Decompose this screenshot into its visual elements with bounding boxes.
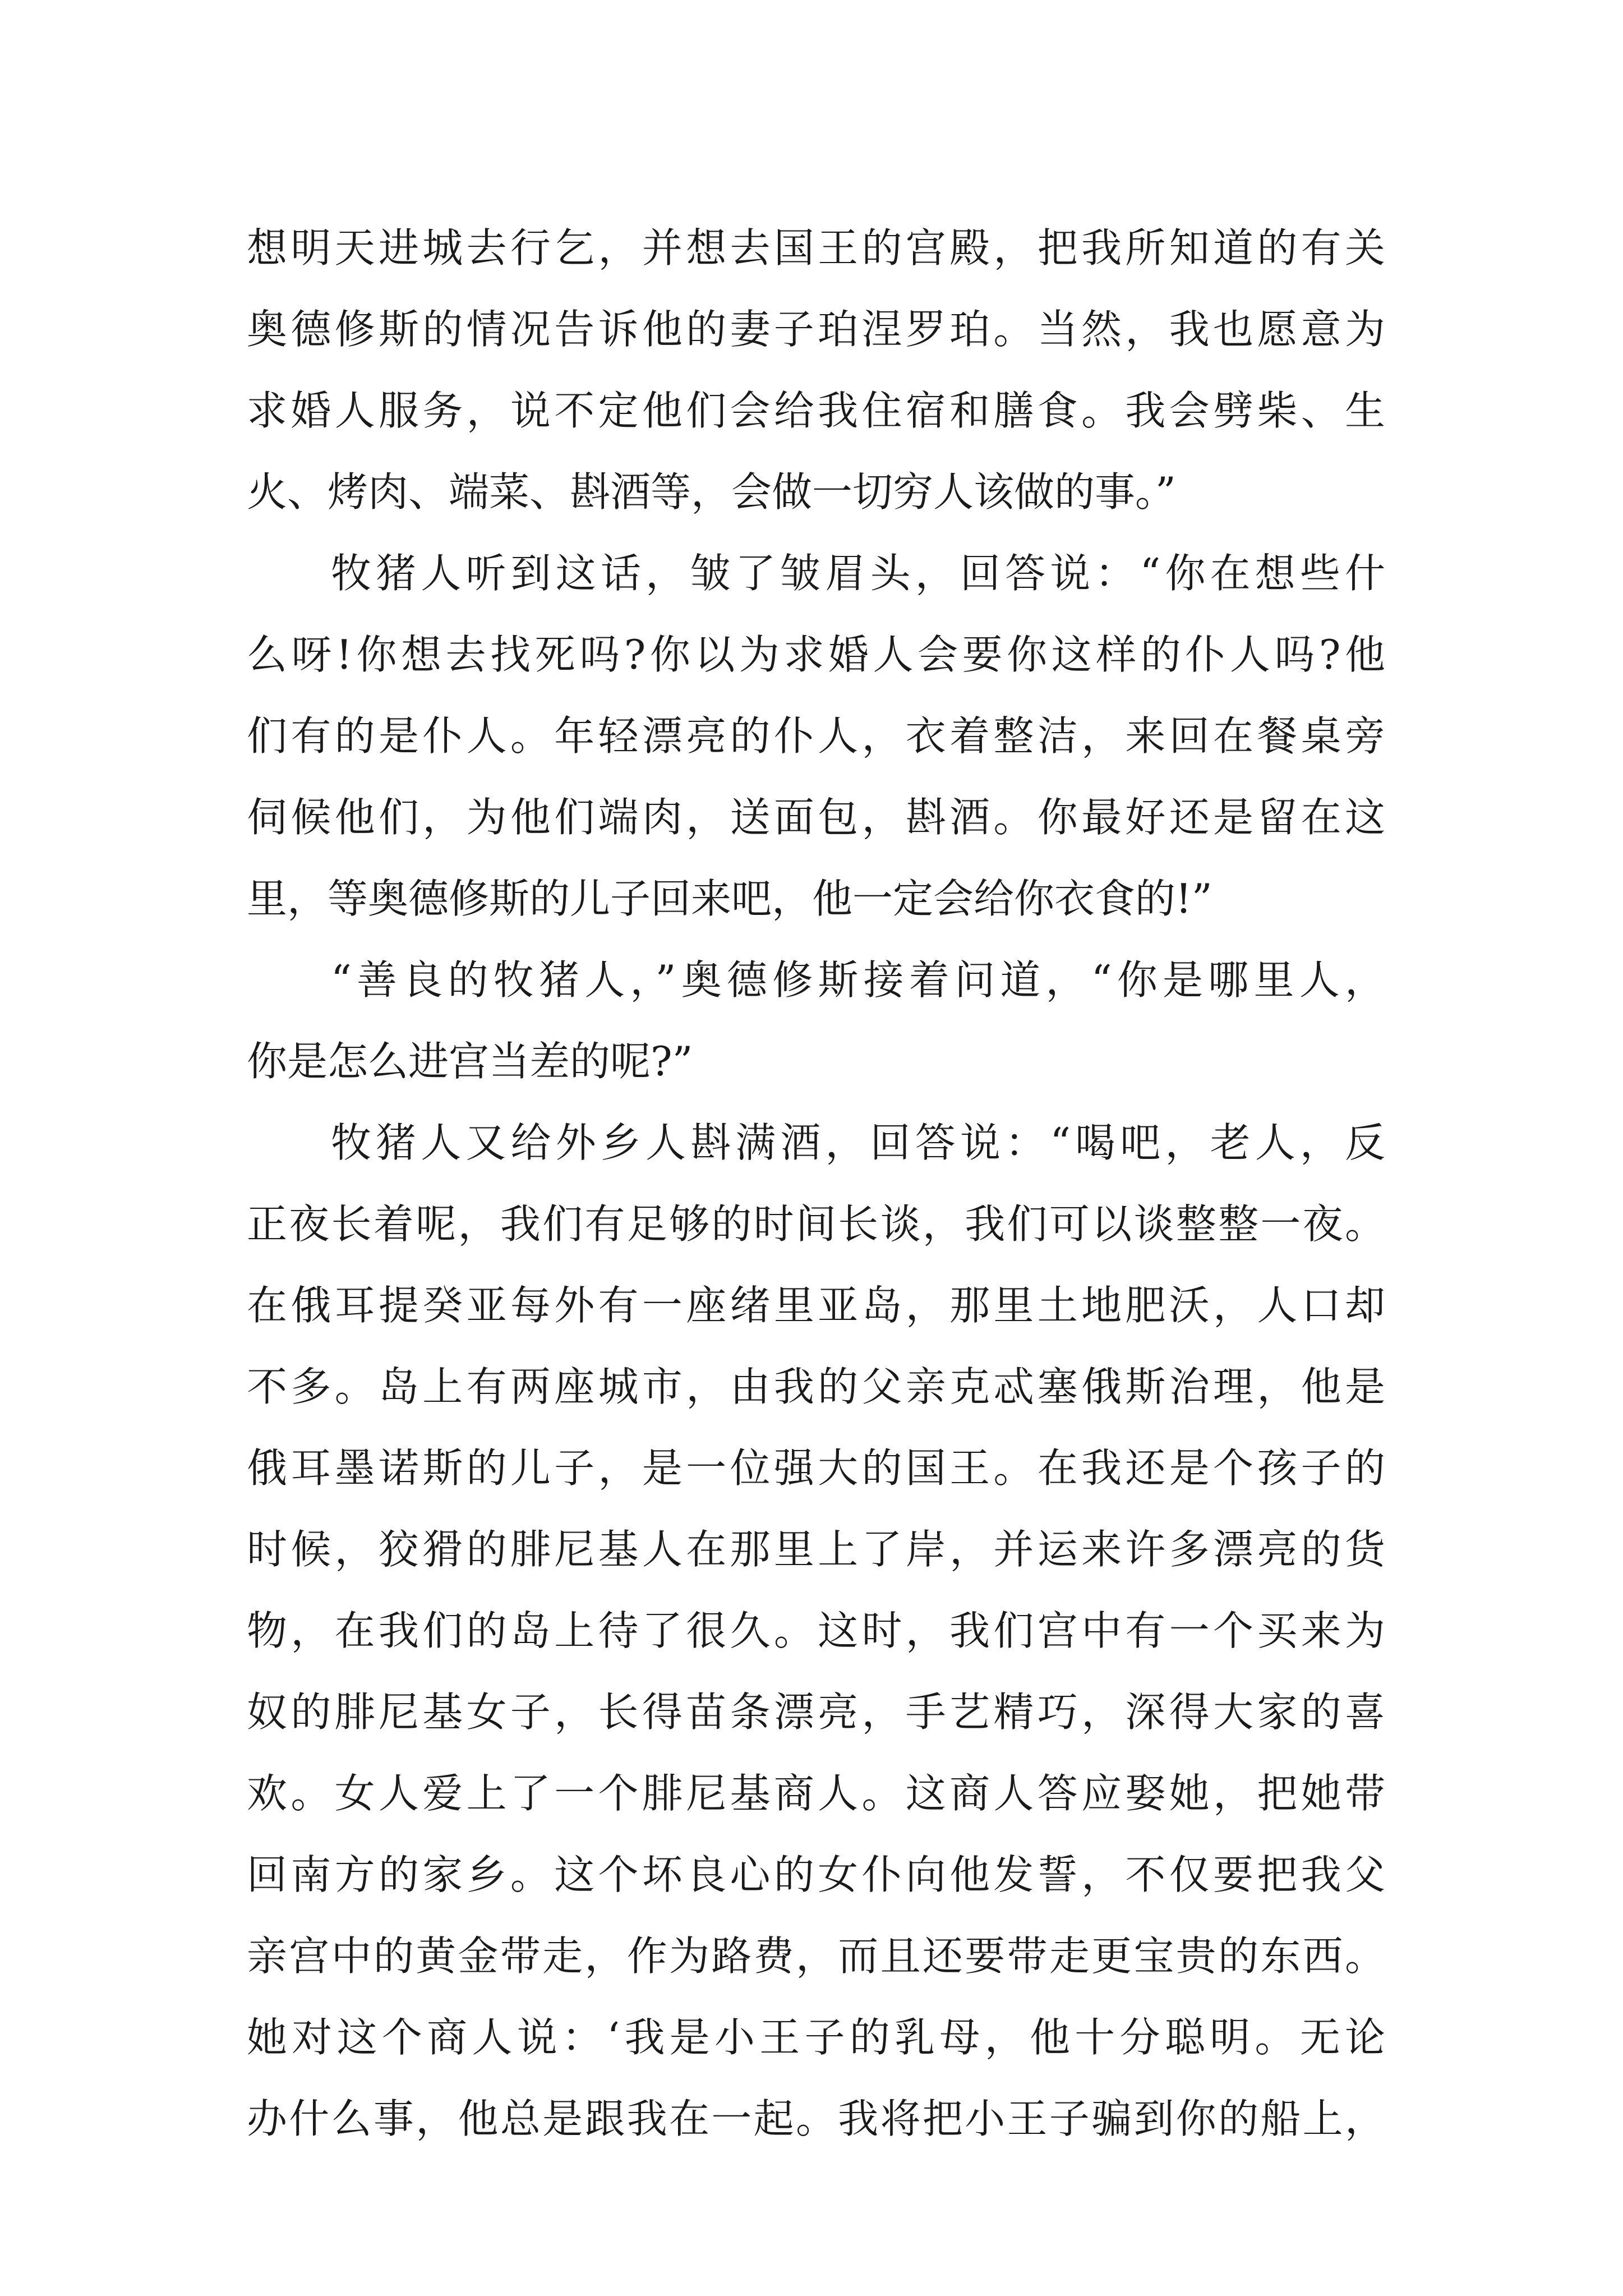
- text-line: 伺候他们，为他们端肉，送面包，斟酒。你最好还是留在这: [247, 794, 1385, 841]
- text-line: 不多。岛上有两座城市，由我的父亲克忒塞俄斯治理，他是: [247, 1363, 1385, 1410]
- text-line: 欢。女人爱上了一个腓尼基商人。这商人答应娶她，把她带: [247, 1770, 1385, 1817]
- text-line: 亲宫中的黄金带走，作为路费，而且还要带走更宝贵的东西。: [247, 1932, 1385, 1980]
- text-line: 你是怎么进宫当差的呢?”: [247, 1038, 693, 1085]
- text-line: 么呀!你想去找死吗?你以为求婚人会要你这样的仆人吗?他: [247, 631, 1385, 678]
- text-line: 们有的是仆人。年轻漂亮的仆人，衣着整洁，来回在餐桌旁: [247, 712, 1385, 760]
- text-line: 求婚人服务，说不定他们会给我住宿和膳食。我会劈柴、生: [247, 387, 1385, 434]
- text-line: 在俄耳提癸亚每外有一座绪里亚岛，那里土地肥沃，人口却: [247, 1282, 1385, 1329]
- text-line: 火、烤肉、端菜、斟酒等，会做一切穷人该做的事。”: [247, 468, 1176, 516]
- text-line: 物，在我们的岛上待了很久。这时，我们宫中有一个买来为: [247, 1607, 1385, 1654]
- text-line: “善良的牧猪人，”奥德修斯接着问道，“你是哪里人，: [331, 956, 1385, 1004]
- text-line: 奴的腓尼基女子，长得苗条漂亮，手艺精巧，深得大家的喜: [247, 1688, 1385, 1736]
- text-line: 办什么事，他总是跟我在一起。我将把小王子骗到你的船上，: [247, 2095, 1385, 2142]
- text-line: 正夜长着呢，我们有足够的时间长谈，我们可以谈整整一夜。: [247, 1200, 1385, 1248]
- text-line: 牧猪人又给外乡人斟满酒，回答说：“喝吧，老人，反: [331, 1119, 1385, 1166]
- text-line: 里，等奥德修斯的儿子回来吧，他一定会给你衣食的!”: [247, 875, 1212, 922]
- body-text: [247, 208, 1385, 2160]
- text-line: 她对这个商人说：‘我是小王子的乳母，他十分聪明。无论: [247, 2014, 1385, 2061]
- text-line: 回南方的家乡。这个坏良心的女仆向他发誓，不仅要把我父: [247, 1851, 1385, 1898]
- text-line: 俄耳墨诺斯的儿子，是一位强大的国王。在我还是个孩子的: [247, 1444, 1385, 1492]
- text-line: 奥德修斯的情况告诉他的妻子珀涅罗珀。当然，我也愿意为: [247, 306, 1385, 353]
- text-line: 牧猪人听到这话，皱了皱眉头，回答说：“你在想些什: [331, 550, 1385, 597]
- text-line: 想明天进城去行乞，并想去国王的宫殿，把我所知道的有关: [247, 224, 1385, 272]
- text-line: 时候，狡猾的腓尼基人在那里上了岸，并运来许多漂亮的货: [247, 1526, 1385, 1573]
